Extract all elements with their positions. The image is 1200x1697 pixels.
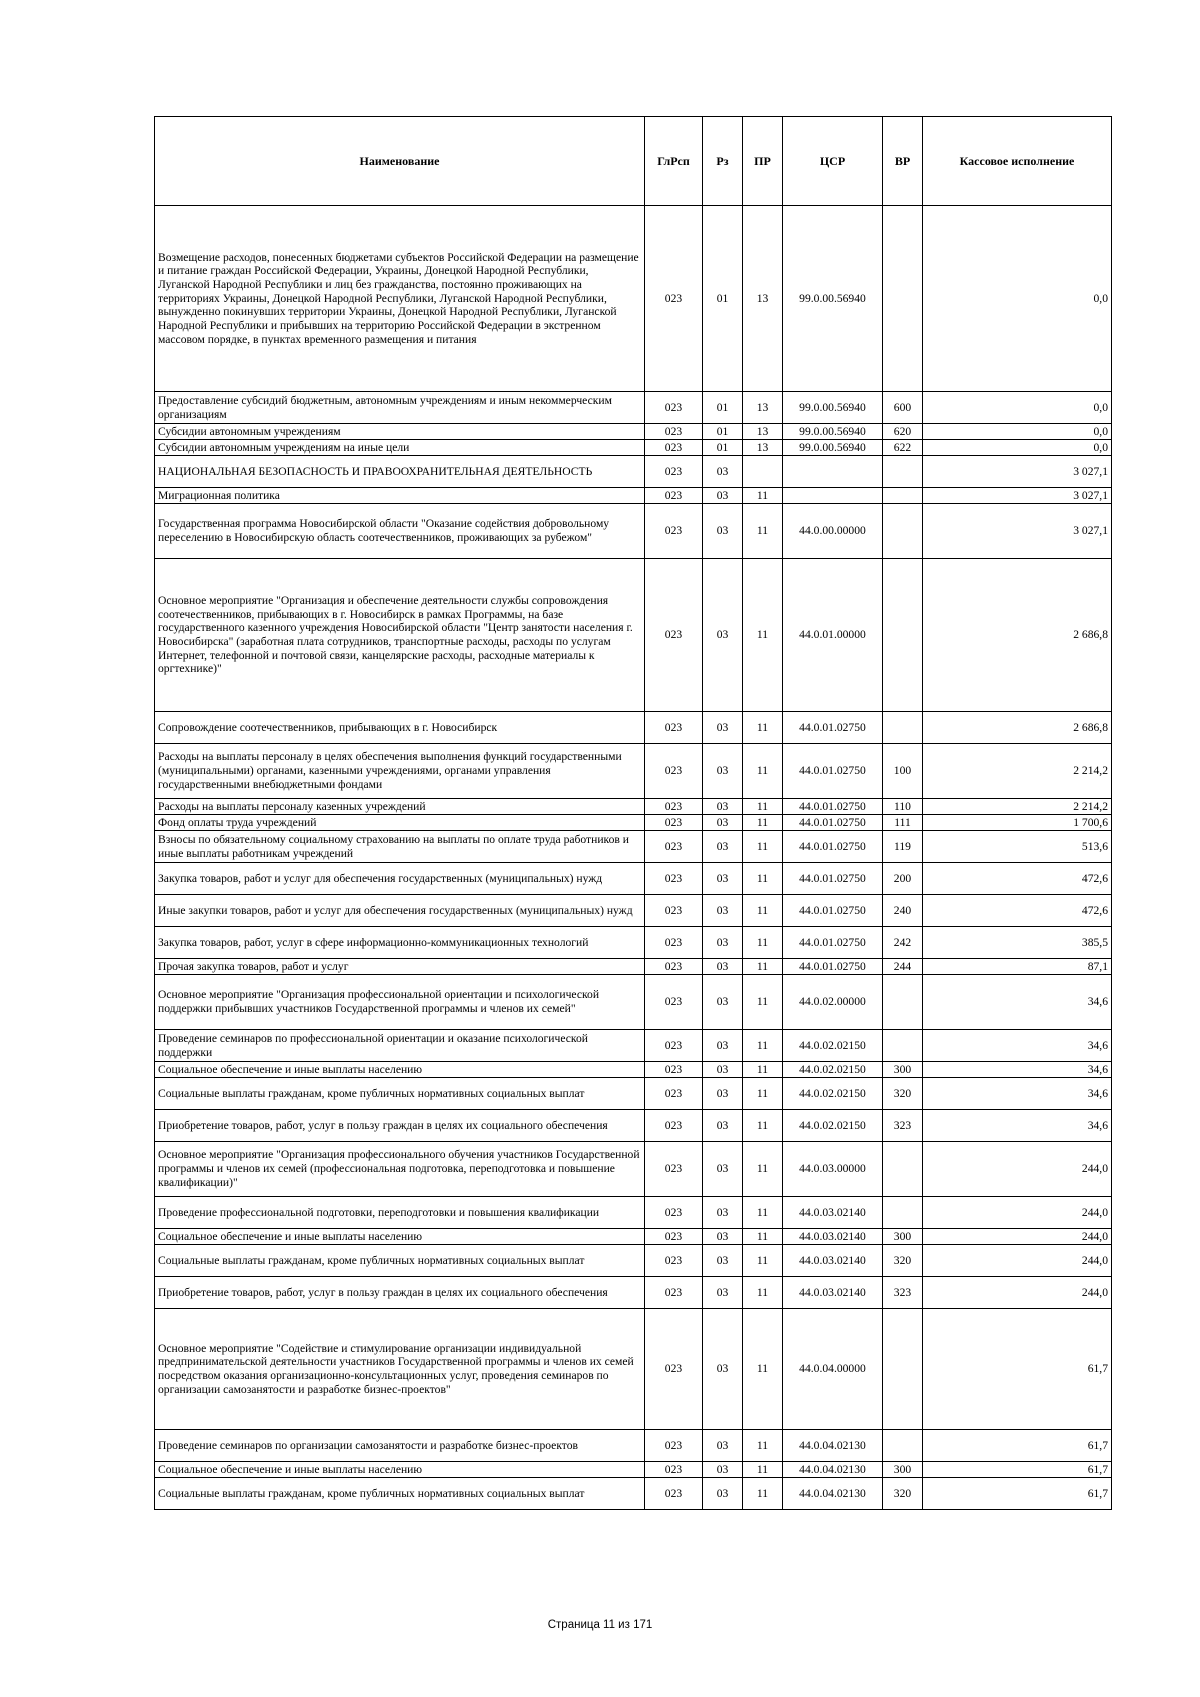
cell-glrsp: 023 (645, 1142, 703, 1197)
cell-pr: 11 (743, 831, 783, 863)
cell-amount: 2 686,8 (923, 712, 1112, 744)
cell-vr (883, 1030, 923, 1062)
cell-rz: 03 (703, 1062, 743, 1078)
table-row (155, 1110, 1112, 1142)
cell-glrsp: 023 (645, 831, 703, 863)
cell-rz: 03 (703, 959, 743, 975)
cell-rz: 03 (703, 1309, 743, 1430)
cell-name: Расходы на выплаты персоналу в целях обеспечения выполнения функций государственными (муниципальными) органами, казенными учреждениями, органами управления государственными внебюджетными фондами (155, 744, 645, 799)
cell-csr: 44.0.01.02750 (783, 815, 883, 831)
cell-pr: 11 (743, 1142, 783, 1197)
cell-amount: 2 686,8 (923, 559, 1112, 712)
cell-name: Социальные выплаты гражданам, кроме публичных нормативных социальных выплат (155, 1478, 645, 1510)
cell-pr (743, 456, 783, 488)
cell-csr: 44.0.01.02750 (783, 927, 883, 959)
cell-csr: 99.0.00.56940 (783, 424, 883, 440)
cell-name: НАЦИОНАЛЬНАЯ БЕЗОПАСНОСТЬ И ПРАВООХРАНИТЕЛЬНАЯ ДЕЯТЕЛЬНОСТЬ (155, 456, 645, 488)
table-row (155, 975, 1112, 1030)
cell-glrsp: 023 (645, 959, 703, 975)
cell-name: Закупка товаров, работ и услуг для обеспечения государственных (муниципальных) нужд (155, 863, 645, 895)
cell-csr: 99.0.00.56940 (783, 440, 883, 456)
cell-vr: 100 (883, 744, 923, 799)
header-amount: Кассовое исполнение (923, 117, 1112, 206)
cell-rz: 03 (703, 1277, 743, 1309)
cell-amount: 2 214,2 (923, 744, 1112, 799)
cell-glrsp: 023 (645, 504, 703, 559)
cell-glrsp: 023 (645, 1030, 703, 1062)
cell-vr: 300 (883, 1062, 923, 1078)
cell-pr: 11 (743, 1030, 783, 1062)
table-header-row (155, 117, 1112, 206)
cell-vr: 300 (883, 1229, 923, 1245)
cell-amount: 34,6 (923, 975, 1112, 1030)
cell-amount: 244,0 (923, 1277, 1112, 1309)
cell-vr: 119 (883, 831, 923, 863)
cell-rz: 01 (703, 392, 743, 424)
cell-name: Субсидии автономным учреждениям на иные цели (155, 440, 645, 456)
table-row (155, 392, 1112, 424)
cell-pr: 11 (743, 712, 783, 744)
cell-amount: 2 214,2 (923, 799, 1112, 815)
cell-vr (883, 504, 923, 559)
cell-glrsp: 023 (645, 744, 703, 799)
cell-glrsp: 023 (645, 1462, 703, 1478)
cell-glrsp: 023 (645, 1062, 703, 1078)
cell-pr: 11 (743, 815, 783, 831)
cell-amount: 3 027,1 (923, 456, 1112, 488)
cell-rz: 03 (703, 1078, 743, 1110)
cell-rz: 01 (703, 424, 743, 440)
cell-amount: 0,0 (923, 206, 1112, 392)
table-row (155, 1462, 1112, 1478)
cell-vr (883, 456, 923, 488)
table-row (155, 559, 1112, 712)
cell-csr: 44.0.01.02750 (783, 863, 883, 895)
cell-vr: 600 (883, 392, 923, 424)
table-row (155, 1245, 1112, 1277)
cell-csr: 44.0.04.02130 (783, 1478, 883, 1510)
cell-name: Возмещение расходов, понесенных бюджетами субъектов Российской Федерации на размещение и питание граждан Российской Федерации, Украины, Донецкой Народной Республики, Луганской Народной Республики и лиц без гражданства, постоянно проживающих на территориях Украины, Донецкой Народной Республики, Луганской Народной Республики, вынужденно покинувших территории Украины, Донецкой Народной Республики, Луганской Народной Республики и прибывших на территорию Российской Федерации в экстренном массовом порядке, в пунктах временного размещения и питания (155, 206, 645, 392)
cell-amount: 0,0 (923, 424, 1112, 440)
cell-rz: 03 (703, 799, 743, 815)
cell-vr: 622 (883, 440, 923, 456)
cell-vr: 300 (883, 1462, 923, 1478)
cell-vr (883, 1142, 923, 1197)
cell-amount: 3 027,1 (923, 488, 1112, 504)
cell-csr: 44.0.04.02130 (783, 1462, 883, 1478)
cell-csr: 44.0.02.02150 (783, 1110, 883, 1142)
cell-vr: 110 (883, 799, 923, 815)
cell-rz: 03 (703, 488, 743, 504)
cell-name: Социальное обеспечение и иные выплаты населению (155, 1229, 645, 1245)
cell-csr: 44.0.03.02140 (783, 1277, 883, 1309)
cell-name: Миграционная политика (155, 488, 645, 504)
cell-vr (883, 1430, 923, 1462)
cell-csr: 44.0.03.00000 (783, 1142, 883, 1197)
header-pr: ПР (743, 117, 783, 206)
cell-rz: 03 (703, 1030, 743, 1062)
cell-name: Сопровождение соотечественников, прибывающих в г. Новосибирск (155, 712, 645, 744)
cell-name: Взносы по обязательному социальному страхованию на выплаты по оплате труда работников и иные выплаты работникам учреждений (155, 831, 645, 863)
table-row (155, 1430, 1112, 1462)
cell-name: Прочая закупка товаров, работ и услуг (155, 959, 645, 975)
cell-vr: 323 (883, 1277, 923, 1309)
cell-csr: 44.0.01.02750 (783, 831, 883, 863)
cell-name: Предоставление субсидий бюджетным, автономным учреждениям и иным некоммерческим организациям (155, 392, 645, 424)
cell-pr: 13 (743, 392, 783, 424)
cell-amount: 0,0 (923, 440, 1112, 456)
cell-name: Социальное обеспечение и иные выплаты населению (155, 1062, 645, 1078)
cell-csr: 44.0.02.02150 (783, 1078, 883, 1110)
table-row (155, 456, 1112, 488)
cell-vr: 620 (883, 424, 923, 440)
table-row (155, 744, 1112, 799)
cell-rz: 03 (703, 1462, 743, 1478)
cell-vr (883, 975, 923, 1030)
cell-name: Проведение семинаров по организации самозанятости и разработке бизнес-проектов (155, 1430, 645, 1462)
cell-csr (783, 488, 883, 504)
cell-amount: 0,0 (923, 392, 1112, 424)
cell-pr: 11 (743, 1462, 783, 1478)
cell-pr: 11 (743, 1245, 783, 1277)
cell-name: Закупка товаров, работ, услуг в сфере информационно-коммуникационных технологий (155, 927, 645, 959)
cell-name: Основное мероприятие "Организация профессиональной ориентации и психологической поддержки прибывших участников Государственной программы и членов их семей" (155, 975, 645, 1030)
cell-rz: 03 (703, 1110, 743, 1142)
table-row (155, 1309, 1112, 1430)
cell-rz: 03 (703, 863, 743, 895)
cell-pr: 11 (743, 559, 783, 712)
cell-glrsp: 023 (645, 1110, 703, 1142)
cell-csr: 44.0.04.02130 (783, 1430, 883, 1462)
cell-csr: 44.0.01.02750 (783, 799, 883, 815)
cell-glrsp: 023 (645, 1245, 703, 1277)
cell-csr: 44.0.03.02140 (783, 1197, 883, 1229)
cell-pr: 11 (743, 1309, 783, 1430)
cell-name: Субсидии автономным учреждениям (155, 424, 645, 440)
cell-csr: 44.0.03.02140 (783, 1229, 883, 1245)
cell-glrsp: 023 (645, 863, 703, 895)
cell-vr: 244 (883, 959, 923, 975)
header-name: Наименование (155, 117, 645, 206)
cell-amount: 472,6 (923, 863, 1112, 895)
cell-rz: 03 (703, 1430, 743, 1462)
cell-csr: 44.0.02.02150 (783, 1030, 883, 1062)
table-row (155, 959, 1112, 975)
cell-pr: 13 (743, 206, 783, 392)
cell-vr (883, 1197, 923, 1229)
table-row (155, 712, 1112, 744)
cell-amount: 61,7 (923, 1309, 1112, 1430)
cell-amount: 513,6 (923, 831, 1112, 863)
cell-csr: 44.0.01.02750 (783, 712, 883, 744)
cell-amount: 244,0 (923, 1142, 1112, 1197)
table-row (155, 1197, 1112, 1229)
cell-pr: 11 (743, 744, 783, 799)
cell-rz: 03 (703, 744, 743, 799)
cell-rz: 01 (703, 206, 743, 392)
table-row (155, 799, 1112, 815)
cell-pr: 11 (743, 1078, 783, 1110)
cell-vr: 323 (883, 1110, 923, 1142)
cell-name: Приобретение товаров, работ, услуг в пользу граждан в целях их социального обеспечения (155, 1110, 645, 1142)
cell-rz: 03 (703, 1478, 743, 1510)
cell-amount: 385,5 (923, 927, 1112, 959)
cell-csr: 44.0.01.02750 (783, 959, 883, 975)
cell-pr: 11 (743, 504, 783, 559)
cell-name: Проведение профессиональной подготовки, переподготовки и повышения квалификации (155, 1197, 645, 1229)
cell-amount: 34,6 (923, 1030, 1112, 1062)
cell-amount: 1 700,6 (923, 815, 1112, 831)
table-row (155, 440, 1112, 456)
table-row (155, 488, 1112, 504)
cell-name: Расходы на выплаты персоналу казенных учреждений (155, 799, 645, 815)
cell-vr (883, 488, 923, 504)
cell-name: Иные закупки товаров, работ и услуг для обеспечения государственных (муниципальных) нужд (155, 895, 645, 927)
cell-pr: 13 (743, 440, 783, 456)
table-row (155, 927, 1112, 959)
cell-pr: 11 (743, 975, 783, 1030)
cell-vr (883, 1309, 923, 1430)
cell-vr: 240 (883, 895, 923, 927)
cell-vr: 320 (883, 1478, 923, 1510)
cell-amount: 61,7 (923, 1430, 1112, 1462)
header-glrsp: ГлРсп (645, 117, 703, 206)
cell-name: Социальное обеспечение и иные выплаты населению (155, 1462, 645, 1478)
cell-pr: 11 (743, 799, 783, 815)
cell-glrsp: 023 (645, 975, 703, 1030)
table-row (155, 1030, 1112, 1062)
cell-csr: 44.0.04.00000 (783, 1309, 883, 1430)
page-number: Страница 11 из 171 (547, 1619, 653, 1631)
cell-amount: 244,0 (923, 1245, 1112, 1277)
cell-name: Социальные выплаты гражданам, кроме публичных нормативных социальных выплат (155, 1078, 645, 1110)
cell-pr: 13 (743, 424, 783, 440)
cell-name: Основное мероприятие "Организация и обеспечение деятельности службы сопровождения соотечественников, прибывающих в г. Новосибирск в рамках Программы, на базе государственного казенного учреждения Новосибирской области "Центр занятости населения г. Новосибирска" (заработная плата сотрудников, транспортные расходы, расходы по услугам Интернет, телефонной и почтовой связи, канцелярские расходы, расходные материалы к оргтехнике)" (155, 559, 645, 712)
cell-name: Государственная программа Новосибирской области "Оказание содействия добровольному переселению в Новосибирскую область соотечественников, проживающих за рубежом" (155, 504, 645, 559)
cell-pr: 11 (743, 959, 783, 975)
table-row (155, 895, 1112, 927)
table-row (155, 1478, 1112, 1510)
header-csr: ЦСР (783, 117, 883, 206)
cell-pr: 11 (743, 1229, 783, 1245)
cell-glrsp: 023 (645, 1229, 703, 1245)
cell-vr: 242 (883, 927, 923, 959)
table-row (155, 1142, 1112, 1197)
cell-glrsp: 023 (645, 712, 703, 744)
cell-amount: 61,7 (923, 1462, 1112, 1478)
cell-glrsp: 023 (645, 456, 703, 488)
cell-pr: 11 (743, 1110, 783, 1142)
cell-name: Фонд оплаты труда учреждений (155, 815, 645, 831)
cell-name: Приобретение товаров, работ, услуг в пользу граждан в целях их социального обеспечения (155, 1277, 645, 1309)
budget-table (154, 116, 1112, 1510)
cell-rz: 03 (703, 504, 743, 559)
cell-rz: 03 (703, 456, 743, 488)
cell-vr: 111 (883, 815, 923, 831)
cell-rz: 03 (703, 1245, 743, 1277)
cell-csr: 44.0.01.02750 (783, 895, 883, 927)
cell-amount: 244,0 (923, 1197, 1112, 1229)
cell-pr: 11 (743, 1430, 783, 1462)
cell-vr: 200 (883, 863, 923, 895)
cell-csr: 44.0.03.02140 (783, 1245, 883, 1277)
table-row (155, 815, 1112, 831)
cell-glrsp: 023 (645, 424, 703, 440)
cell-glrsp: 023 (645, 1309, 703, 1430)
cell-glrsp: 023 (645, 1078, 703, 1110)
cell-amount: 87,1 (923, 959, 1112, 975)
cell-glrsp: 023 (645, 927, 703, 959)
cell-amount: 472,6 (923, 895, 1112, 927)
cell-glrsp: 023 (645, 440, 703, 456)
cell-pr: 11 (743, 1478, 783, 1510)
table-row (155, 1277, 1112, 1309)
cell-name: Основное мероприятие "Содействие и стимулирование организации индивидуальной предпринимательской деятельности участников Государственной программы и членов их семей посредством оказания организационно-консультационных услуг, проведения семинаров по организации самозанятости и разработке бизнес-проектов" (155, 1309, 645, 1430)
table-row (155, 863, 1112, 895)
cell-pr: 11 (743, 863, 783, 895)
cell-rz: 03 (703, 831, 743, 863)
cell-csr: 44.0.02.00000 (783, 975, 883, 1030)
table-row (155, 1062, 1112, 1078)
cell-amount: 244,0 (923, 1229, 1112, 1245)
cell-amount: 34,6 (923, 1078, 1112, 1110)
cell-glrsp: 023 (645, 1277, 703, 1309)
cell-name: Социальные выплаты гражданам, кроме публичных нормативных социальных выплат (155, 1245, 645, 1277)
cell-name: Основное мероприятие "Организация профессионального обучения участников Государственной программы и членов их семей (профессиональная подготовка, переподготовка и повышение квалификации)" (155, 1142, 645, 1197)
cell-pr: 11 (743, 927, 783, 959)
cell-glrsp: 023 (645, 206, 703, 392)
cell-amount: 3 027,1 (923, 504, 1112, 559)
cell-vr (883, 206, 923, 392)
cell-pr: 11 (743, 895, 783, 927)
table-row (155, 1229, 1112, 1245)
cell-csr: 99.0.00.56940 (783, 392, 883, 424)
cell-amount: 61,7 (923, 1478, 1112, 1510)
cell-glrsp: 023 (645, 1478, 703, 1510)
cell-glrsp: 023 (645, 895, 703, 927)
cell-rz: 03 (703, 815, 743, 831)
cell-rz: 03 (703, 927, 743, 959)
cell-vr: 320 (883, 1245, 923, 1277)
cell-rz: 03 (703, 1142, 743, 1197)
cell-vr: 320 (883, 1078, 923, 1110)
cell-pr: 11 (743, 1062, 783, 1078)
cell-amount: 34,6 (923, 1062, 1112, 1078)
cell-csr: 44.0.01.02750 (783, 744, 883, 799)
cell-amount: 34,6 (923, 1110, 1112, 1142)
cell-glrsp: 023 (645, 392, 703, 424)
cell-vr (883, 712, 923, 744)
cell-rz: 03 (703, 975, 743, 1030)
header-vr: ВР (883, 117, 923, 206)
cell-rz: 03 (703, 559, 743, 712)
cell-pr: 11 (743, 1277, 783, 1309)
cell-csr: 99.0.00.56940 (783, 206, 883, 392)
cell-glrsp: 023 (645, 488, 703, 504)
cell-rz: 01 (703, 440, 743, 456)
cell-rz: 03 (703, 895, 743, 927)
cell-rz: 03 (703, 1197, 743, 1229)
cell-csr: 44.0.01.00000 (783, 559, 883, 712)
cell-glrsp: 023 (645, 1430, 703, 1462)
table-row (155, 831, 1112, 863)
table-row (155, 424, 1112, 440)
cell-csr: 44.0.00.00000 (783, 504, 883, 559)
cell-glrsp: 023 (645, 559, 703, 712)
cell-glrsp: 023 (645, 1197, 703, 1229)
cell-csr: 44.0.02.02150 (783, 1062, 883, 1078)
cell-csr (783, 456, 883, 488)
cell-pr: 11 (743, 1197, 783, 1229)
table-row (155, 1078, 1112, 1110)
cell-name: Проведение семинаров по профессиональной ориентации и оказание психологической поддержки (155, 1030, 645, 1062)
cell-pr: 11 (743, 488, 783, 504)
header-rz: Рз (703, 117, 743, 206)
table-row (155, 206, 1112, 392)
cell-vr (883, 559, 923, 712)
cell-glrsp: 023 (645, 815, 703, 831)
cell-glrsp: 023 (645, 799, 703, 815)
table-row (155, 504, 1112, 559)
cell-rz: 03 (703, 712, 743, 744)
cell-rz: 03 (703, 1229, 743, 1245)
